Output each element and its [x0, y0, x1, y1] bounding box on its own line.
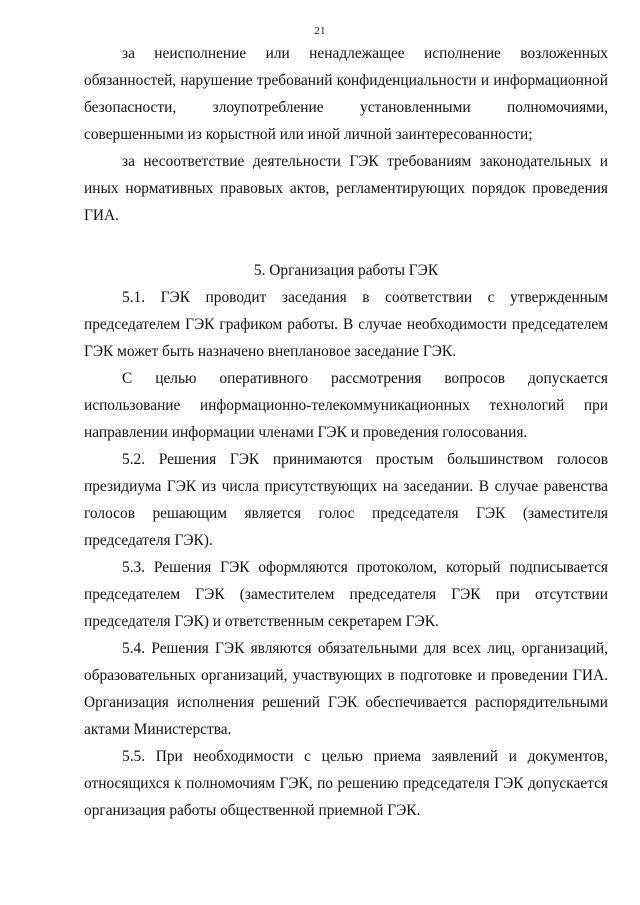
paragraph-5-4: 5.4. Решения ГЭК являются обязательными для всех лиц, организаций, образовательных организаций, участвующих в подготовке и проведении ГИА. Организация исполнения решений ГЭК обеспечивается распорядительными актами Министерства.	[84, 640, 608, 738]
section-heading: 5. Организация работы ГЭК	[253, 262, 439, 279]
document-body	[84, 40, 608, 824]
page-number: 21	[314, 25, 326, 37]
paragraph-liability-confidentiality: за неисполнение или ненадлежащее исполнение возложенных обязанностей, нарушение требований конфиденциальности и информационной безопасности, злоупотребление установленными полномочиями, совершенными из корыстной или иной личной заинтересованности;	[84, 45, 608, 143]
paragraph-5-2: 5.2. Решения ГЭК принимаются простым большинством голосов президиума ГЭК из числа присутствующих на заседании. В случае равенства голосов решающим является голос председателя ГЭК (заместителя председателя ГЭК).	[84, 451, 608, 549]
paragraph-liability-compliance: за несоответствие деятельности ГЭК требованиям законодательных и иных нормативных правовых актов, регламентирующих порядок проведения ГИА.	[84, 153, 608, 224]
paragraph-5-5: 5.5. При необходимости с целью приема заявлений и документов, относящихся к полномочиям ГЭК, по решению председателя ГЭК допускается организация работы общественной приемной ГЭК.	[84, 748, 608, 819]
paragraph-5-3: 5.3. Решения ГЭК оформляются протоколом, который подписывается председателем ГЭК (заместителем председателя ГЭК при отсутствии председателя ГЭК) и ответственным секретарем ГЭК.	[84, 559, 608, 630]
paragraph-5-1-ict: С целью оперативного рассмотрения вопросов допускается использование информационно-телекоммуникационных технологий при направлении информации членами ГЭК и проведения голосования.	[84, 370, 608, 441]
paragraph-5-1: 5.1. ГЭК проводит заседания в соответствии с утвержденным председателем ГЭК графиком работы. В случае необходимости председателем ГЭК может быть назначено внеплановое заседание ГЭК.	[84, 289, 608, 360]
